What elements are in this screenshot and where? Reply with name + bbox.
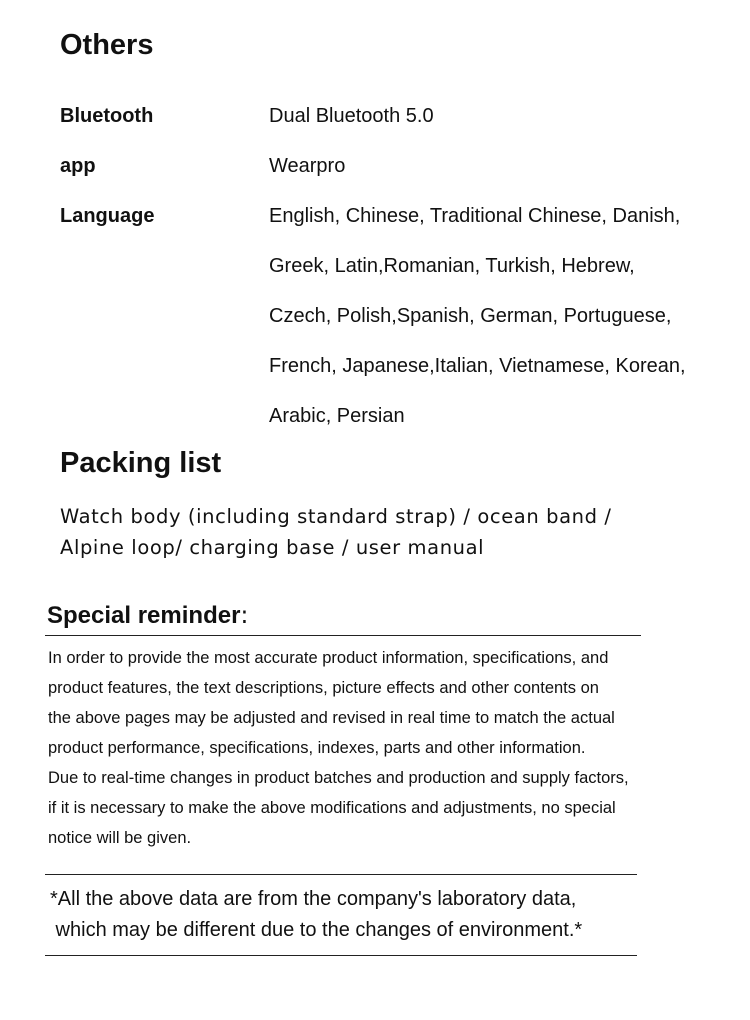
- packing-list-heading: Packing list: [60, 447, 222, 479]
- footnote-top-divider: [45, 874, 637, 875]
- language-line: Arabic, Persian: [269, 405, 405, 427]
- special-reminder-title: Special reminder: [47, 602, 241, 629]
- special-reminder-heading: [47, 601, 249, 630]
- footnote-line: which may be different due to the changes of environment.*: [50, 919, 583, 941]
- language-label: Language: [60, 205, 155, 227]
- footnote-line: *All the above data are from the company's laboratory data,: [50, 888, 577, 910]
- packing-list-line: Watch body (including standard strap) / ocean band /: [60, 505, 612, 528]
- language-line: French, Japanese,Italian, Vietnamese, Korean,: [269, 355, 686, 377]
- reminder-line: In order to provide the most accurate product information, specifications, and: [48, 649, 609, 667]
- language-line: Czech, Polish,Spanish, German, Portuguese,: [269, 305, 672, 327]
- app-label: app: [60, 155, 96, 177]
- language-line: English, Chinese, Traditional Chinese, Danish,: [269, 205, 681, 227]
- app-value: Wearpro: [269, 155, 346, 177]
- special-reminder-colon: :: [240, 601, 249, 629]
- bluetooth-value: Dual Bluetooth 5.0: [269, 105, 434, 127]
- language-line: Greek, Latin,Romanian, Turkish, Hebrew,: [269, 255, 635, 277]
- packing-list-line: Alpine loop/ charging base / user manual: [60, 536, 485, 559]
- reminder-divider: [45, 635, 641, 636]
- reminder-line: the above pages may be adjusted and revised in real time to match the actual: [48, 709, 615, 727]
- others-heading: Others: [60, 29, 154, 61]
- reminder-line: Due to real-time changes in product batches and production and supply factors,: [48, 769, 629, 787]
- reminder-line: product performance, specifications, indexes, parts and other information.: [48, 739, 586, 757]
- bluetooth-label: Bluetooth: [60, 105, 154, 127]
- footnote-bottom-divider: [45, 955, 637, 956]
- reminder-line: notice will be given.: [48, 829, 192, 847]
- reminder-line: if it is necessary to make the above modifications and adjustments, no special: [48, 799, 616, 817]
- reminder-line: product features, the text descriptions, picture effects and other contents on: [48, 679, 599, 697]
